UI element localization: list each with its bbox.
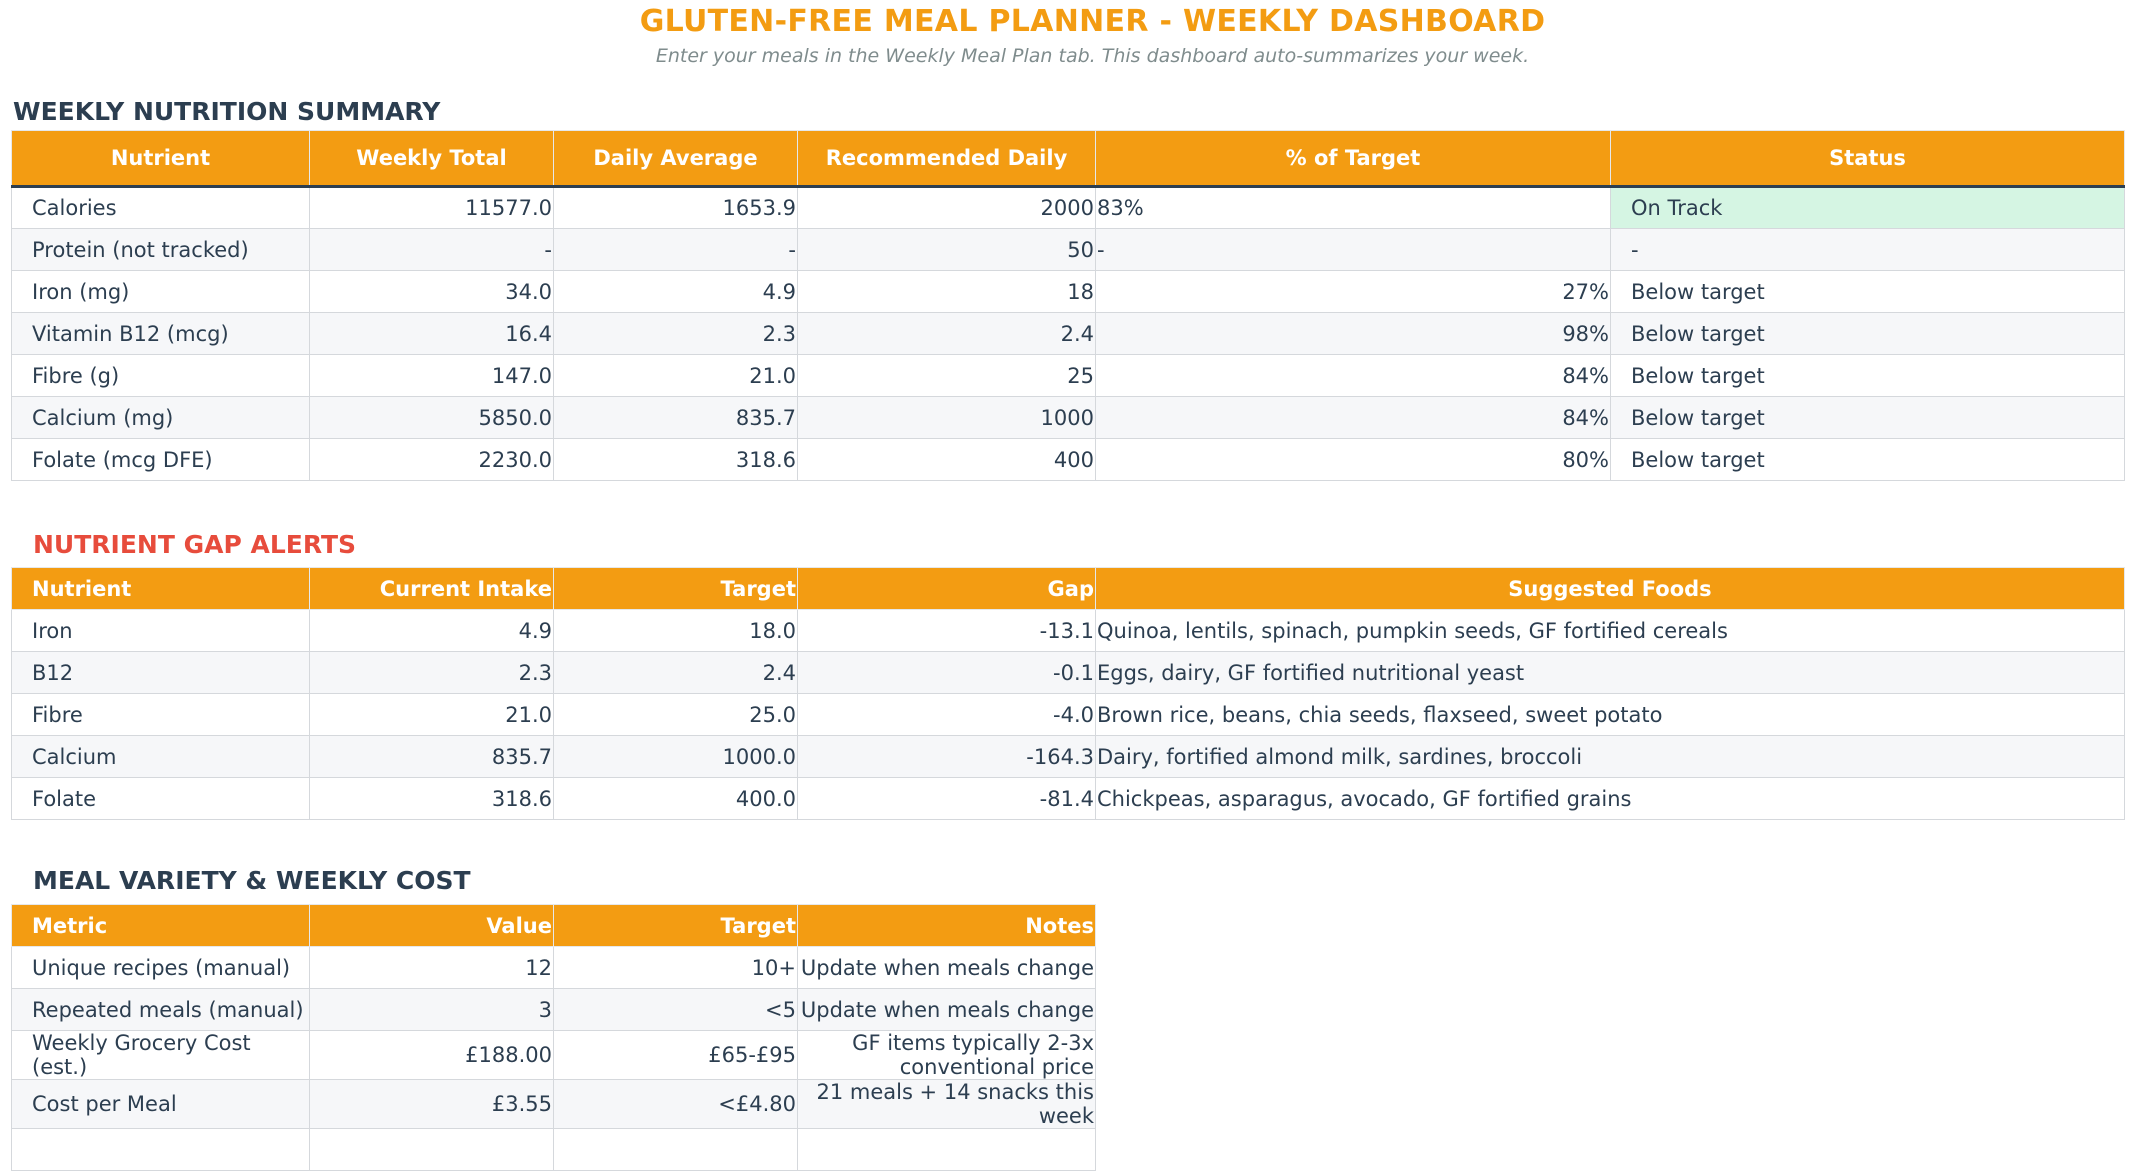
gap-cell[interactable]: -0.1	[798, 652, 1096, 694]
column-header[interactable]: Metric	[12, 905, 310, 947]
column-header[interactable]: Suggested Foods	[1096, 568, 2125, 610]
weekly-total-cell[interactable]: 2230.0	[310, 439, 554, 481]
table-row	[12, 989, 1096, 1031]
suggested-foods-cell[interactable]: Eggs, dairy, GF fortified nutritional yeast	[1096, 652, 2125, 694]
value-cell[interactable]: 12	[310, 947, 554, 989]
notes-cell[interactable]: 21 meals + 14 snacks this week	[798, 1080, 1096, 1129]
gap-cell[interactable]: -4.0	[798, 694, 1096, 736]
daily-average-cell[interactable]: 835.7	[554, 397, 798, 439]
table-row	[12, 1080, 1096, 1129]
gap-alerts-heading: NUTRIENT GAP ALERTS	[33, 530, 357, 559]
weekly-total-cell[interactable]: 11577.0	[310, 187, 554, 229]
metric-cell[interactable]: Repeated meals (manual)	[12, 989, 310, 1031]
recommended-daily-cell[interactable]: 1000	[798, 397, 1096, 439]
daily-average-cell[interactable]: 4.9	[554, 271, 798, 313]
status-cell[interactable]: Below target	[1611, 313, 2125, 355]
suggested-foods-cell[interactable]: Brown rice, beans, chia seeds, flaxseed, sweet potato	[1096, 694, 2125, 736]
nutrient-cell[interactable]: Protein (not tracked)	[12, 229, 310, 271]
suggested-foods-cell[interactable]: Dairy, fortified almond milk, sardines, broccoli	[1096, 736, 2125, 778]
daily-average-cell[interactable]: 1653.9	[554, 187, 798, 229]
target-cell[interactable]: 2.4	[554, 652, 798, 694]
nutrient-cell[interactable]: Calcium	[12, 736, 310, 778]
value-cell[interactable]: £3.55	[310, 1080, 554, 1129]
nutrient-cell[interactable]: Folate	[12, 778, 310, 820]
table-row	[12, 778, 2125, 820]
nutrient-cell[interactable]: Iron (mg)	[12, 271, 310, 313]
gap-cell[interactable]: -81.4	[798, 778, 1096, 820]
column-header[interactable]: Nutrient	[12, 568, 310, 610]
recommended-daily-cell[interactable]: 2.4	[798, 313, 1096, 355]
table-row	[12, 355, 2125, 397]
recommended-daily-cell[interactable]: 18	[798, 271, 1096, 313]
table-row	[12, 736, 2125, 778]
percent-target-cell[interactable]: 84%	[1096, 397, 1611, 439]
table-header-row	[12, 905, 1096, 947]
suggested-foods-cell[interactable]: Chickpeas, asparagus, avocado, GF fortified grains	[1096, 778, 2125, 820]
table-row	[12, 313, 2125, 355]
empty-cell[interactable]	[310, 1129, 554, 1171]
percent-target-cell[interactable]: -	[1096, 229, 1611, 271]
current-intake-cell[interactable]: 318.6	[310, 778, 554, 820]
notes-cell[interactable]: Update when meals change	[798, 947, 1096, 989]
table-row	[12, 229, 2125, 271]
column-header[interactable]: % of Target	[1096, 131, 1611, 187]
status-cell[interactable]: Below target	[1611, 397, 2125, 439]
daily-average-cell[interactable]: 21.0	[554, 355, 798, 397]
empty-cell[interactable]	[12, 1129, 310, 1171]
daily-average-cell[interactable]: 318.6	[554, 439, 798, 481]
nutrient-cell[interactable]: Folate (mcg DFE)	[12, 439, 310, 481]
recommended-daily-cell[interactable]: 400	[798, 439, 1096, 481]
column-header[interactable]: Gap	[798, 568, 1096, 610]
percent-target-cell[interactable]: 84%	[1096, 355, 1611, 397]
table-row	[12, 694, 2125, 736]
table-row	[12, 439, 2125, 481]
column-header[interactable]: Recommended Daily	[798, 131, 1096, 187]
column-header[interactable]: Daily Average	[554, 131, 798, 187]
table-row	[12, 271, 2125, 313]
suggested-foods-cell[interactable]: Quinoa, lentils, spinach, pumpkin seeds, GF fortified cereals	[1096, 610, 2125, 652]
recommended-daily-cell[interactable]: 50	[798, 229, 1096, 271]
page-title: GLUTEN-FREE MEAL PLANNER - WEEKLY DASHBOARD	[639, 4, 1546, 39]
gap-cell[interactable]: -13.1	[798, 610, 1096, 652]
column-header[interactable]: Status	[1611, 131, 2125, 187]
target-cell[interactable]: <£4.80	[554, 1080, 798, 1129]
column-header[interactable]: Notes	[798, 905, 1096, 947]
empty-cell[interactable]	[798, 1129, 1096, 1171]
table-row	[12, 187, 2125, 229]
nutrition-summary-table	[11, 130, 2125, 481]
daily-average-cell[interactable]: -	[554, 229, 798, 271]
percent-target-cell[interactable]: 98%	[1096, 313, 1611, 355]
table-row	[12, 397, 2125, 439]
column-header[interactable]: Weekly Total	[310, 131, 554, 187]
table-row-empty	[12, 1129, 1096, 1171]
current-intake-cell[interactable]: 4.9	[310, 610, 554, 652]
current-intake-cell[interactable]: 21.0	[310, 694, 554, 736]
status-cell[interactable]: Below target	[1611, 271, 2125, 313]
target-cell[interactable]: <5	[554, 989, 798, 1031]
table-row	[12, 947, 1096, 989]
metric-cell[interactable]: Unique recipes (manual)	[12, 947, 310, 989]
table-row	[12, 1031, 1096, 1080]
weekly-total-cell[interactable]: 147.0	[310, 355, 554, 397]
column-header[interactable]: Value	[310, 905, 554, 947]
weekly-total-cell[interactable]: -	[310, 229, 554, 271]
value-cell[interactable]: £188.00	[310, 1031, 554, 1080]
gap-alerts-table	[11, 567, 2125, 820]
nutrient-cell[interactable]: Calories	[12, 187, 310, 229]
daily-average-cell[interactable]: 2.3	[554, 313, 798, 355]
nutrient-cell[interactable]: B12	[12, 652, 310, 694]
notes-cell[interactable]: GF items typically 2-3x conventional price	[798, 1031, 1096, 1080]
recommended-daily-cell[interactable]: 25	[798, 355, 1096, 397]
target-cell[interactable]: 25.0	[554, 694, 798, 736]
weekly-total-cell[interactable]: 5850.0	[310, 397, 554, 439]
nutrition-summary-heading: WEEKLY NUTRITION SUMMARY	[13, 97, 441, 126]
page-subtitle: Enter your meals in the Weekly Meal Plan tab. This dashboard auto-summarizes your week.	[655, 45, 1530, 67]
percent-target-cell[interactable]: 27%	[1096, 271, 1611, 313]
table-row	[12, 610, 2125, 652]
target-cell[interactable]: 18.0	[554, 610, 798, 652]
nutrient-cell[interactable]: Vitamin B12 (mcg)	[12, 313, 310, 355]
nutrient-cell[interactable]: Calcium (mg)	[12, 397, 310, 439]
target-cell[interactable]: 400.0	[554, 778, 798, 820]
table-header-row	[12, 131, 2125, 187]
column-header[interactable]: Target	[554, 905, 798, 947]
metric-cell[interactable]: Cost per Meal	[12, 1080, 310, 1129]
weekly-total-cell[interactable]: 16.4	[310, 313, 554, 355]
nutrient-cell[interactable]: Iron	[12, 610, 310, 652]
metric-cell[interactable]: Weekly Grocery Cost (est.)	[12, 1031, 310, 1080]
percent-target-cell[interactable]: 83%	[1096, 187, 1611, 229]
value-cell[interactable]: 3	[310, 989, 554, 1031]
current-intake-cell[interactable]: 835.7	[310, 736, 554, 778]
gap-cell[interactable]: -164.3	[798, 736, 1096, 778]
status-cell[interactable]: Below target	[1611, 355, 2125, 397]
table-row	[12, 652, 2125, 694]
percent-target-cell[interactable]: 80%	[1096, 439, 1611, 481]
table-header-row	[12, 568, 2125, 610]
variety-cost-table	[11, 904, 1096, 1171]
notes-cell[interactable]: Update when meals change	[798, 989, 1096, 1031]
column-header[interactable]: Target	[554, 568, 798, 610]
empty-cell[interactable]	[554, 1129, 798, 1171]
weekly-total-cell[interactable]: 34.0	[310, 271, 554, 313]
column-header[interactable]: Nutrient	[12, 131, 310, 187]
nutrient-cell[interactable]: Fibre (g)	[12, 355, 310, 397]
status-cell[interactable]: -	[1611, 229, 2125, 271]
column-header[interactable]: Current Intake	[310, 568, 554, 610]
status-cell[interactable]: On Track	[1611, 187, 2125, 229]
target-cell[interactable]: 10+	[554, 947, 798, 989]
recommended-daily-cell[interactable]: 2000	[798, 187, 1096, 229]
nutrient-cell[interactable]: Fibre	[12, 694, 310, 736]
current-intake-cell[interactable]: 2.3	[310, 652, 554, 694]
status-cell[interactable]: Below target	[1611, 439, 2125, 481]
variety-cost-heading: MEAL VARIETY & WEEKLY COST	[33, 866, 471, 895]
target-cell[interactable]: 1000.0	[554, 736, 798, 778]
target-cell[interactable]: £65-£95	[554, 1031, 798, 1080]
